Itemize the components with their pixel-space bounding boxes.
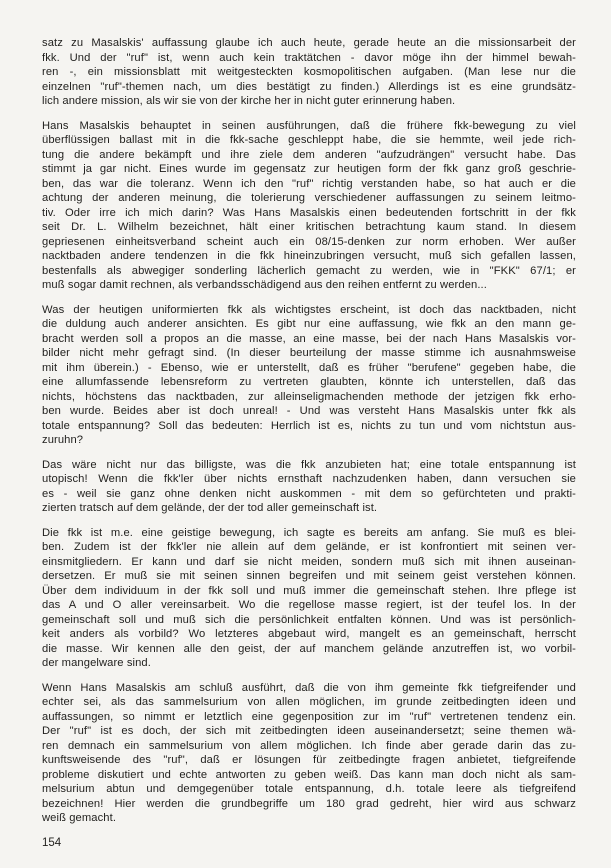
text-line: melsurium abtun und demgegenüber totale entspannung, d.h. totale leere als tiefgreifend (42, 783, 576, 795)
text-line: nichts, höchstens das nacktbaden, zur alleinseligmachenden methode der jetzigen fkk erho- (42, 390, 576, 403)
paragraph (42, 681, 576, 826)
text-line: auffassungen, so nimmt er letztlich eine gegenposition zur im "ruf" vertretenen tendenz ein. (42, 710, 576, 723)
text-line: mit ihm überein.) - Ebenso, wie er unterstellt, daß es früher "berufene" gegeben habe, die (42, 361, 576, 374)
text-line: überflüssigen ballast mit in die fkk-sache geschleppt habe, die sie hemmte, weil jede rich- (42, 134, 576, 146)
text-line: zuruhn? (42, 434, 84, 446)
text-line: Die fkk ist m.e. eine geistige bewegung, ich sagte es bereits am anfang. Sie muß es blei- (42, 526, 576, 539)
page-body-text (42, 36, 576, 826)
text-line: die duldung auch anderer ansichten. Es gibt nur eine auffassung, wie fkk an den mann ge- (42, 318, 576, 330)
text-line: achtung der anderen meinung, die tolerierung verschiedener auffassungen zu seinem leitmo- (42, 192, 576, 204)
text-line: dersetzen. Er muß sie mit seinen sinnen begreifen und mit seinem geist verstehen können. (42, 570, 576, 582)
text-line: weiß gemacht. (42, 812, 117, 824)
text-line: kunftsweisende des "ruf", daß er lösungen für zeitbedingte fragen anbietet, tiefgreifende (42, 754, 576, 766)
text-line: die masse. Wir kennen alle den geist, der auf manchem gelände anzutreffen ist, wo vorbil- (42, 642, 576, 655)
text-line: Das wäre nicht nur das billigste, was die fkk anzubieten hat; eine totale entspannung ist (42, 458, 576, 471)
text-line: probleme diskutiert und echte antworten zu geben weiß. Das kann man doch nicht als sam- (42, 768, 576, 781)
text-line: bestenfalls als abwegiger sonderling lächerlich gemacht zu werden, wie in "FKK" 67/1; er (42, 264, 576, 277)
text-line: satz zu Masalskis' auffassung glaube ich auch heute, gerade heute an die missionsarbeit der (42, 37, 576, 49)
text-line: gepriesenen einheitsverband scheint auch ein 08/15-denken zur norm erhoben. Wer außer (42, 235, 576, 248)
text-line: Hans Masalskis behauptet in seinen ausführungen, daß die frühere fkk-bewegung zu viel (42, 119, 576, 132)
paragraph (42, 36, 576, 109)
text-line: ben. Zudem ist der fkk'ler nie allein auf dem gelände, er ist konfrontiert mit seinen ver- (42, 541, 576, 553)
paragraph (42, 458, 576, 516)
text-line: seit Dr. L. Wilhelm bezeichnet, hält einer kritischen betrachtung kaum stand. In diesem (42, 221, 576, 233)
text-line: Über dem individuum in der fkk soll und muß immer die gemeinschaft stehen. Ihre pflege ist (42, 584, 576, 597)
text-line: keit anders als vorbild? Wo letzteres abgebaut wird, mangelt es an gemeinschaft, herrscht (42, 628, 576, 640)
text-line: ren demnach ein sammelsurium von allem möglichen. Ich finde aber gerade darin das zu- (42, 739, 576, 752)
text-line: einzelnen "ruf"-themen nach, um dies bestätigt zu finden.) Allerdings ist es eine grundsätz- (42, 80, 576, 93)
text-line: tiv. Oder irre ich mich darin? Was Hans Masalskis einen bedeutenden fortschritt in der fkk (42, 206, 576, 219)
text-line: gemeinschaft soll und muß sich die persönlichkeit entfalten können. Und was ist persönlich- (42, 613, 576, 626)
text-line: Wenn Hans Masalskis am schluß ausführt, daß die von ihm gemeinte fkk tiefgreifender und (42, 681, 576, 694)
text-line: das A und O aller vereinsarbeit. Wo die regellose masse regiert, ist der teufel los. In der (42, 599, 576, 611)
text-line: ren -, ein missionsblatt mit weitgesteckten kosmopolitischen aufgaben. (Man lese nur die (42, 66, 576, 78)
text-line: eine allumfassende lebensreform zu vertreten glaubten, könnte ich unterstellen, daß das (42, 376, 576, 388)
paragraph (42, 526, 576, 671)
text-line: muß sogar damit rechnen, als verbandsschädigend aus den reihen entfernt zu werden... (42, 279, 487, 291)
text-line: utopisch! Wenn die fkk'ler über nichts ernsthaft nachzudenken haben, dann versuchen sie (42, 473, 576, 485)
text-line: Der "ruf" ist es doch, der sich mit zeitbedingten ideen auseinandersetzt; seine themen wä- (42, 725, 576, 737)
text-line: es - weil sie ganz ohne denken nicht auskommen - mit dem so gefürchteten und prakti- (42, 487, 576, 500)
text-line: zierten tratsch auf dem gelände, der der tod aller gemeinschaft ist. (42, 502, 378, 514)
paragraph (42, 119, 576, 293)
page-number: 154 (42, 836, 62, 849)
text-line: der mangelware sind. (42, 657, 151, 669)
text-line: nacktbaden andere tendenzen in die fkk hineinzubringen versucht, muß sich gefallen lassen, (42, 250, 576, 262)
text-line: stimmt ja gar nicht. Eines wurde im gegensatz zur heutigen form der fkk ganz groß geschrie- (42, 163, 576, 175)
text-line: totale entspannung? Soll das bedeuten: Herrlich ist es, nichts zu tun und vom nichtstun aus- (42, 419, 576, 432)
text-line: lich andere mission, als wir sie von der kirche her in nicht guter erinnerung haben. (42, 95, 456, 107)
text-line: ben, das war die toleranz. Wenn ich den "ruf" richtig verstanden habe, so hat auch er die (42, 177, 576, 190)
text-line: ben wurde. Beides aber ist doch unreal! - Und was versteht Hans Masalskis unter fkk als (42, 405, 576, 417)
text-line: bilder nicht mehr gefragt sind. (In dieser beurteilung der masse stimme ich ausnahmsweise (42, 347, 576, 359)
text-line: einsmitgliedern. Er kann und darf sie nicht meiden, sondern muß sich mit ihnen auseinan- (42, 555, 576, 568)
text-line: fkk. Und der "ruf" ist, wenn auch kein traktätchen - davor möge ihn der himmel bewah- (42, 51, 576, 64)
text-line: bezeichnen! Hier werden die grundbegriffe um 180 grad gedreht, hier wird aus schwarz (42, 797, 576, 810)
text-line: Was der heutigen uniformierten fkk als wichtigstes erscheint, ist doch das nacktbaden, nicht (42, 303, 576, 316)
text-line: tung die andere bekämpft und ihre ziele dem anderen "aufzudrängen" versucht habe. Das (42, 148, 576, 161)
text-line: echter sei, als das sammelsurium von allen möglichen, im grunde zeitbedingten ideen und (42, 696, 576, 708)
paragraph (42, 303, 576, 448)
text-line: bracht werden soll a propos an die masse, an eine masse, bei der nach Hans Masalskis vor- (42, 332, 576, 345)
